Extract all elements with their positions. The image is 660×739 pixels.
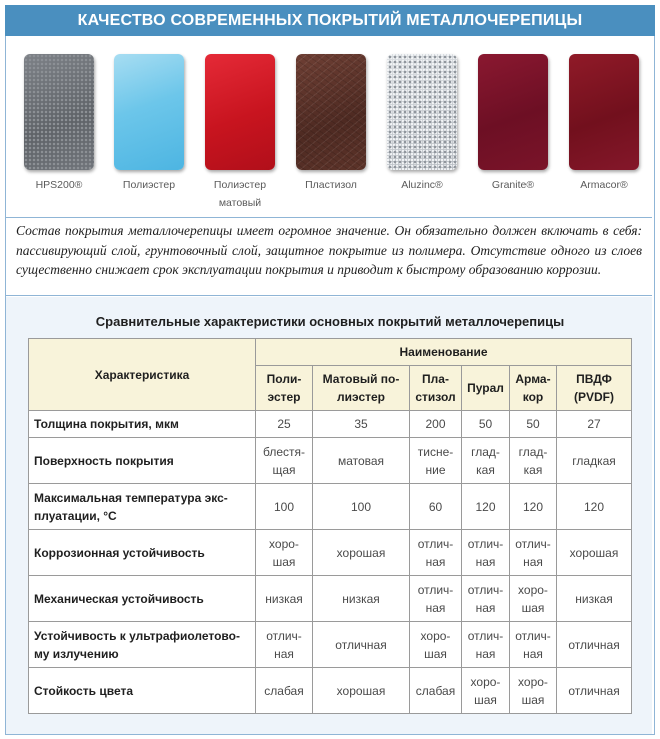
table-cell: отличная <box>313 622 410 668</box>
table-cell: 25 <box>256 411 313 438</box>
table-cell: 35 <box>313 411 410 438</box>
aluzinc-sample-icon <box>387 54 457 170</box>
coating-description: Состав покрытия металлочерепицы имеет огромное значение. Он обязательно должен включать в себя: пассивирующий слой, грунтовочный слой, защитное покрытие из полимера. Отсутствие одного из слоев существенно снижает срок эксплуатации покрытия и приводит к быстрому образованию коррозии. <box>6 217 652 296</box>
table-cell: гладкая <box>557 438 632 484</box>
swatch-hps200 <box>14 54 104 194</box>
row-label: Толщина покрытия, мкм <box>29 411 256 438</box>
row-label: Максимальная температура экс- плуатации, °С <box>29 484 256 530</box>
table-cell: отлич- ная <box>510 622 557 668</box>
row-label: Устойчивость к ультрафиолетово- му излучению <box>29 622 256 668</box>
table-cell: матовая <box>313 438 410 484</box>
table-cell: отличная <box>557 668 632 714</box>
table-cell: отличная <box>557 622 632 668</box>
swatch-label: HPS200® <box>35 179 83 191</box>
table-cell: хоро- шая <box>410 622 462 668</box>
column-header: Пла- стизол <box>410 366 462 411</box>
table-row <box>29 530 632 576</box>
table-cell: отлич- ная <box>256 622 313 668</box>
table-cell: 100 <box>313 484 410 530</box>
table-cell: хоро- шая <box>256 530 313 576</box>
row-label: Поверхность покрытия <box>29 438 256 484</box>
characteristic-header: Характеристика <box>29 339 256 411</box>
swatch-armacor <box>559 54 649 194</box>
swatch-label: Armacor® <box>580 179 628 191</box>
table-cell: слабая <box>410 668 462 714</box>
table-cell: отлич- ная <box>410 576 462 622</box>
table-cell: 120 <box>557 484 632 530</box>
table-cell: 120 <box>462 484 510 530</box>
matte-polyester-sample-icon <box>205 54 275 170</box>
table-cell: тисне- ние <box>410 438 462 484</box>
hps200-sample-icon <box>24 54 94 170</box>
table-cell: хоро- шая <box>510 576 557 622</box>
table-cell: низкая <box>256 576 313 622</box>
table-cell: глад- кая <box>510 438 557 484</box>
plastisol-sample-icon <box>296 54 366 170</box>
swatch-label: Aluzinc® <box>401 179 443 191</box>
table-cell: отлич- ная <box>510 530 557 576</box>
table-cell: отлич- ная <box>410 530 462 576</box>
name-header: Наименование <box>256 339 632 366</box>
column-header: Поли- эстер <box>256 366 313 411</box>
swatch-label: Пластизол <box>305 179 357 191</box>
table-row <box>29 438 632 484</box>
column-header: Пурал <box>462 366 510 411</box>
row-label: Коррозионная устойчивость <box>29 530 256 576</box>
swatch-matte-polyester <box>195 54 285 212</box>
table-row <box>29 622 632 668</box>
table-title: Сравнительные характеристики основных покрытий металлочерепицы <box>95 314 565 329</box>
table-cell: слабая <box>256 668 313 714</box>
row-label: Механическая устойчивость <box>29 576 256 622</box>
armacor-sample-icon <box>569 54 639 170</box>
table-cell: 60 <box>410 484 462 530</box>
column-header: ПВДФ (PVDF) <box>557 366 632 411</box>
granite-sample-icon <box>478 54 548 170</box>
table-cell: хорошая <box>557 530 632 576</box>
row-label: Стойкость цвета <box>29 668 256 714</box>
swatch-label: Полиэстер матовый <box>213 179 267 209</box>
page-title: КАЧЕСТВО СОВРЕМЕННЫХ ПОКРЫТИЙ МЕТАЛЛОЧЕРЕПИЦЫ <box>5 5 655 36</box>
table-cell: глад- кая <box>462 438 510 484</box>
table-row <box>29 484 632 530</box>
table-cell: отлич- ная <box>462 530 510 576</box>
table-cell: хоро- шая <box>462 668 510 714</box>
swatch-label: Полиэстер <box>122 179 176 191</box>
polyester-sample-icon <box>114 54 184 170</box>
swatch-polyester <box>104 54 194 194</box>
table-cell: отлич- ная <box>462 576 510 622</box>
swatch-aluzinc <box>377 54 467 194</box>
table-cell: хорошая <box>313 668 410 714</box>
table-row <box>29 576 632 622</box>
table-cell: низкая <box>313 576 410 622</box>
table-cell: 100 <box>256 484 313 530</box>
column-header: Матовый по- лиэстер <box>313 366 410 411</box>
swatch-label: Granite® <box>491 179 535 191</box>
table-cell: хорошая <box>313 530 410 576</box>
table-cell: 27 <box>557 411 632 438</box>
swatch-plastisol <box>286 54 376 194</box>
swatch-granite <box>468 54 558 194</box>
table-cell: низкая <box>557 576 632 622</box>
table-cell: 120 <box>510 484 557 530</box>
table-cell: блестя- щая <box>256 438 313 484</box>
comparison-table <box>28 338 632 714</box>
table-row <box>29 668 632 714</box>
table-cell: 50 <box>510 411 557 438</box>
table-cell: отлич- ная <box>462 622 510 668</box>
column-header: Арма- кор <box>510 366 557 411</box>
table-cell: хоро- шая <box>510 668 557 714</box>
table-cell: 50 <box>462 411 510 438</box>
table-row <box>29 411 632 438</box>
table-cell: 200 <box>410 411 462 438</box>
coating-swatches <box>14 54 646 208</box>
